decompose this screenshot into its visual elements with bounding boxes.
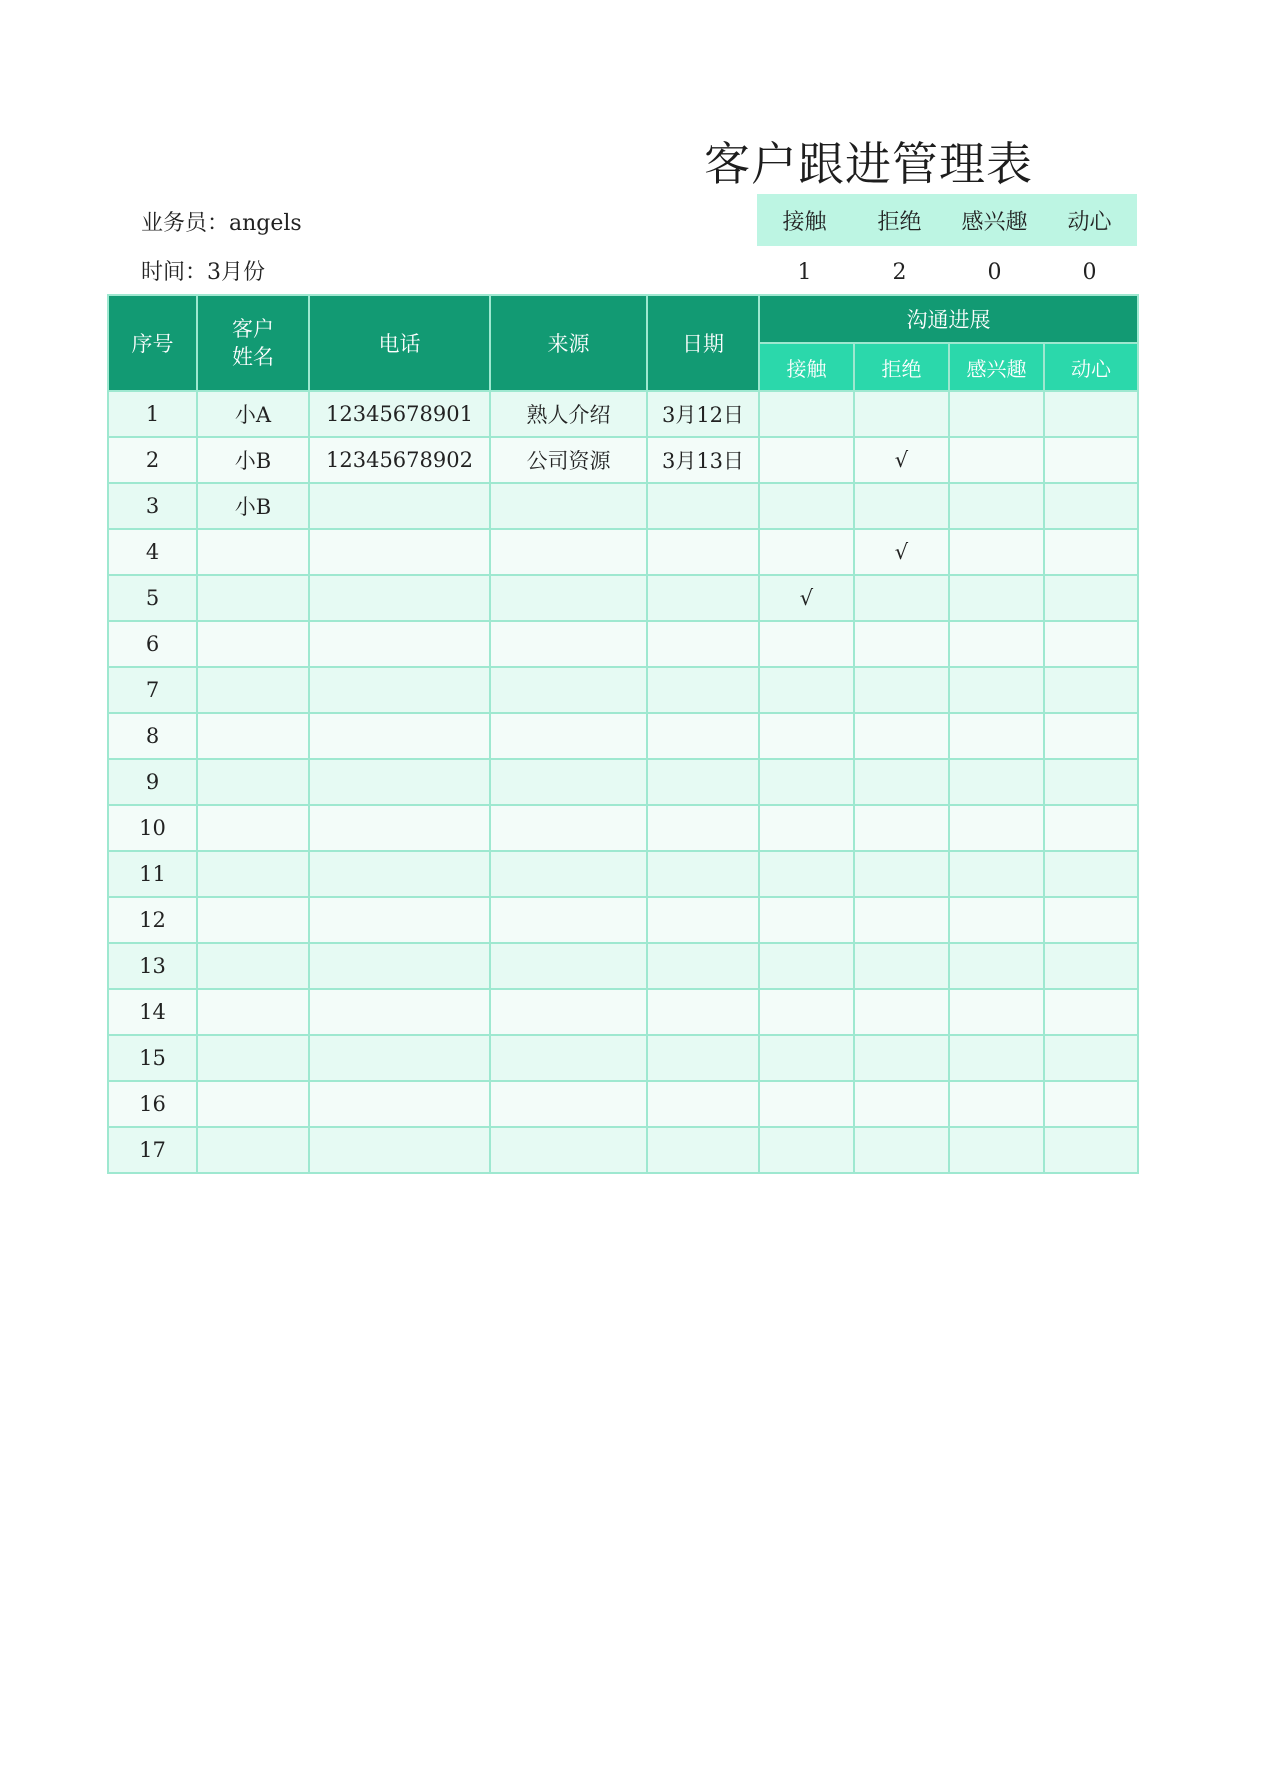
- cell-index[interactable]: 12: [108, 897, 197, 943]
- cell-date[interactable]: [647, 989, 759, 1035]
- cell-source[interactable]: [490, 529, 647, 575]
- cell-customer-name[interactable]: [197, 989, 309, 1035]
- table-row: [108, 483, 1138, 529]
- header-moved: 动心: [1044, 343, 1138, 391]
- cell-contact[interactable]: √: [759, 575, 854, 621]
- header-customer-name-line1: 客户: [232, 317, 274, 341]
- summary-header-moved: 动心: [1042, 194, 1137, 246]
- cell-source[interactable]: [490, 667, 647, 713]
- cell-customer-name[interactable]: [197, 851, 309, 897]
- table-row: [108, 621, 1138, 667]
- cell-contact[interactable]: [759, 805, 854, 851]
- cell-source[interactable]: [490, 575, 647, 621]
- cell-customer-name[interactable]: [197, 1035, 309, 1081]
- cell-interested[interactable]: [949, 851, 1044, 897]
- cell-customer-name[interactable]: [197, 621, 309, 667]
- cell-date[interactable]: 3月13日: [647, 437, 759, 483]
- cell-source[interactable]: [490, 713, 647, 759]
- cell-source[interactable]: 公司资源: [490, 437, 647, 483]
- cell-date[interactable]: [647, 1127, 759, 1173]
- cell-date[interactable]: 3月12日: [647, 391, 759, 437]
- cell-contact[interactable]: [759, 1127, 854, 1173]
- summary-value-contact: 1: [797, 259, 812, 285]
- cell-customer-name[interactable]: 小B: [197, 483, 309, 529]
- cell-phone[interactable]: [309, 621, 490, 667]
- table-header-row: [108, 295, 1138, 343]
- cell-interested[interactable]: [949, 805, 1044, 851]
- cell-index[interactable]: 14: [108, 989, 197, 1035]
- cell-source[interactable]: [490, 1081, 647, 1127]
- cell-date[interactable]: [647, 667, 759, 713]
- header-date: 日期: [647, 295, 759, 391]
- cell-phone[interactable]: [309, 897, 490, 943]
- cell-phone[interactable]: [309, 759, 490, 805]
- summary-value-row: [757, 246, 1137, 298]
- cell-customer-name[interactable]: [197, 667, 309, 713]
- cell-contact[interactable]: [759, 1035, 854, 1081]
- cell-reject[interactable]: √: [854, 529, 949, 575]
- cell-contact[interactable]: [759, 713, 854, 759]
- cell-index[interactable]: 10: [108, 805, 197, 851]
- cell-index[interactable]: 4: [108, 529, 197, 575]
- summary-value-reject: 2: [892, 259, 907, 285]
- cell-source[interactable]: [490, 1035, 647, 1081]
- header-customer-name: [197, 295, 309, 391]
- cell-source[interactable]: [490, 989, 647, 1035]
- cell-interested[interactable]: [949, 943, 1044, 989]
- cell-index[interactable]: 11: [108, 851, 197, 897]
- cell-moved[interactable]: [1044, 575, 1138, 621]
- cell-moved[interactable]: [1044, 759, 1138, 805]
- cell-moved[interactable]: [1044, 529, 1138, 575]
- cell-source[interactable]: [490, 943, 647, 989]
- summary-value-moved: 0: [1082, 259, 1097, 285]
- cell-customer-name[interactable]: [197, 575, 309, 621]
- cell-interested[interactable]: [949, 437, 1044, 483]
- table-row: [108, 897, 1138, 943]
- cell-reject[interactable]: [854, 1081, 949, 1127]
- cell-index[interactable]: 17: [108, 1127, 197, 1173]
- cell-customer-name[interactable]: [197, 1081, 309, 1127]
- cell-contact[interactable]: [759, 667, 854, 713]
- cell-moved[interactable]: [1044, 391, 1138, 437]
- cell-contact[interactable]: [759, 437, 854, 483]
- cell-phone[interactable]: [309, 713, 490, 759]
- header-interested: 感兴趣: [949, 343, 1044, 391]
- cell-phone[interactable]: [309, 667, 490, 713]
- table-row: [108, 851, 1138, 897]
- table-row: [108, 1035, 1138, 1081]
- summary-header-contact: 接触: [757, 194, 852, 246]
- cell-phone[interactable]: [309, 1035, 490, 1081]
- cell-index[interactable]: 1: [108, 391, 197, 437]
- cell-index[interactable]: 6: [108, 621, 197, 667]
- cell-phone[interactable]: [309, 483, 490, 529]
- cell-moved[interactable]: [1044, 1035, 1138, 1081]
- cell-phone[interactable]: [309, 805, 490, 851]
- cell-interested[interactable]: [949, 529, 1044, 575]
- summary-table: [757, 194, 1137, 298]
- cell-reject[interactable]: [854, 391, 949, 437]
- summary-header-row: [757, 194, 1137, 246]
- cell-contact[interactable]: [759, 483, 854, 529]
- cell-source[interactable]: 熟人介绍: [490, 391, 647, 437]
- cell-interested[interactable]: [949, 989, 1044, 1035]
- cell-reject[interactable]: [854, 759, 949, 805]
- cell-reject[interactable]: [854, 1035, 949, 1081]
- cell-contact[interactable]: [759, 989, 854, 1035]
- cell-interested[interactable]: [949, 1127, 1044, 1173]
- cell-reject[interactable]: [854, 713, 949, 759]
- header-customer-name-line2: 姓名: [232, 345, 274, 369]
- cell-reject[interactable]: √: [854, 437, 949, 483]
- cell-reject[interactable]: [854, 897, 949, 943]
- table-row: [108, 805, 1138, 851]
- cell-source[interactable]: [490, 759, 647, 805]
- cell-date[interactable]: [647, 483, 759, 529]
- cell-index[interactable]: 13: [108, 943, 197, 989]
- cell-reject[interactable]: [854, 575, 949, 621]
- cell-contact[interactable]: [759, 1081, 854, 1127]
- cell-index[interactable]: 15: [108, 1035, 197, 1081]
- cell-customer-name[interactable]: [197, 943, 309, 989]
- cell-source[interactable]: [490, 805, 647, 851]
- page-title: 客户跟进管理表: [704, 137, 1033, 191]
- cell-phone[interactable]: [309, 989, 490, 1035]
- cell-moved[interactable]: [1044, 897, 1138, 943]
- table-row: [108, 1081, 1138, 1127]
- cell-moved[interactable]: [1044, 1127, 1138, 1173]
- header-reject: 拒绝: [854, 343, 949, 391]
- table-row: [108, 713, 1138, 759]
- cell-contact[interactable]: [759, 851, 854, 897]
- header-source: 来源: [490, 295, 647, 391]
- table-row: [108, 575, 1138, 621]
- cell-index[interactable]: 16: [108, 1081, 197, 1127]
- cell-phone[interactable]: [309, 575, 490, 621]
- cell-interested[interactable]: [949, 759, 1044, 805]
- cell-contact[interactable]: [759, 391, 854, 437]
- cell-phone[interactable]: [309, 851, 490, 897]
- cell-date[interactable]: [647, 575, 759, 621]
- table-row: [108, 391, 1138, 437]
- cell-reject[interactable]: [854, 805, 949, 851]
- cell-date[interactable]: [647, 897, 759, 943]
- customer-table: [107, 294, 1139, 1174]
- cell-reject[interactable]: [854, 483, 949, 529]
- cell-contact[interactable]: [759, 529, 854, 575]
- cell-index[interactable]: 2: [108, 437, 197, 483]
- cell-source[interactable]: [490, 897, 647, 943]
- cell-customer-name[interactable]: 小B: [197, 437, 309, 483]
- cell-interested[interactable]: [949, 897, 1044, 943]
- cell-moved[interactable]: [1044, 805, 1138, 851]
- table-row: [108, 437, 1138, 483]
- cell-customer-name[interactable]: 小A: [197, 391, 309, 437]
- cell-date[interactable]: [647, 529, 759, 575]
- cell-date[interactable]: [647, 851, 759, 897]
- cell-contact[interactable]: [759, 897, 854, 943]
- cell-date[interactable]: [647, 713, 759, 759]
- header-progress: 沟通进展: [759, 295, 1138, 343]
- cell-moved[interactable]: [1044, 943, 1138, 989]
- period-label: 时间：3月份: [141, 260, 265, 285]
- cell-date[interactable]: [647, 621, 759, 667]
- cell-reject[interactable]: [854, 667, 949, 713]
- table-row: [108, 1127, 1138, 1173]
- cell-reject[interactable]: [854, 943, 949, 989]
- cell-interested[interactable]: [949, 1035, 1044, 1081]
- cell-interested[interactable]: [949, 713, 1044, 759]
- cell-date[interactable]: [647, 1081, 759, 1127]
- cell-customer-name[interactable]: [197, 805, 309, 851]
- cell-moved[interactable]: [1044, 851, 1138, 897]
- cell-date[interactable]: [647, 1035, 759, 1081]
- cell-interested[interactable]: [949, 621, 1044, 667]
- cell-index[interactable]: 7: [108, 667, 197, 713]
- cell-index[interactable]: 9: [108, 759, 197, 805]
- cell-phone[interactable]: [309, 1081, 490, 1127]
- cell-customer-name[interactable]: [197, 1127, 309, 1173]
- cell-moved[interactable]: [1044, 713, 1138, 759]
- cell-moved[interactable]: [1044, 621, 1138, 667]
- cell-source[interactable]: [490, 483, 647, 529]
- cell-moved[interactable]: [1044, 667, 1138, 713]
- table-row: [108, 529, 1138, 575]
- cell-source[interactable]: [490, 1127, 647, 1173]
- cell-customer-name[interactable]: [197, 529, 309, 575]
- salesperson-label: 业务员：angels: [141, 211, 302, 236]
- cell-interested[interactable]: [949, 1081, 1044, 1127]
- cell-source[interactable]: [490, 851, 647, 897]
- cell-reject[interactable]: [854, 989, 949, 1035]
- cell-reject[interactable]: [854, 851, 949, 897]
- cell-moved[interactable]: [1044, 989, 1138, 1035]
- cell-interested[interactable]: [949, 575, 1044, 621]
- cell-customer-name[interactable]: [197, 897, 309, 943]
- summary-header-reject: 拒绝: [852, 194, 947, 246]
- cell-moved[interactable]: [1044, 483, 1138, 529]
- cell-customer-name[interactable]: [197, 713, 309, 759]
- cell-contact[interactable]: [759, 943, 854, 989]
- cell-interested[interactable]: [949, 667, 1044, 713]
- cell-date[interactable]: [647, 943, 759, 989]
- cell-date[interactable]: [647, 805, 759, 851]
- table-row: [108, 667, 1138, 713]
- header-index: 序号: [108, 295, 197, 391]
- summary-header-interested: 感兴趣: [947, 194, 1042, 246]
- cell-phone[interactable]: [309, 943, 490, 989]
- cell-phone[interactable]: [309, 1127, 490, 1173]
- cell-contact[interactable]: [759, 621, 854, 667]
- cell-contact[interactable]: [759, 759, 854, 805]
- cell-moved[interactable]: [1044, 1081, 1138, 1127]
- cell-phone[interactable]: 12345678902: [309, 437, 490, 483]
- cell-phone[interactable]: [309, 529, 490, 575]
- table-body: [108, 391, 1138, 1173]
- cell-phone[interactable]: 12345678901: [309, 391, 490, 437]
- cell-source[interactable]: [490, 621, 647, 667]
- table-row: [108, 989, 1138, 1035]
- cell-interested[interactable]: [949, 391, 1044, 437]
- summary-value-interested: 0: [987, 259, 1002, 285]
- cell-interested[interactable]: [949, 483, 1044, 529]
- table-row: [108, 759, 1138, 805]
- cell-reject[interactable]: [854, 621, 949, 667]
- cell-date[interactable]: [647, 759, 759, 805]
- header-phone: 电话: [309, 295, 490, 391]
- cell-reject[interactable]: [854, 1127, 949, 1173]
- cell-index[interactable]: 8: [108, 713, 197, 759]
- header-contact: 接触: [759, 343, 854, 391]
- cell-customer-name[interactable]: [197, 759, 309, 805]
- cell-moved[interactable]: [1044, 437, 1138, 483]
- cell-index[interactable]: 3: [108, 483, 197, 529]
- table-row: [108, 943, 1138, 989]
- cell-index[interactable]: 5: [108, 575, 197, 621]
